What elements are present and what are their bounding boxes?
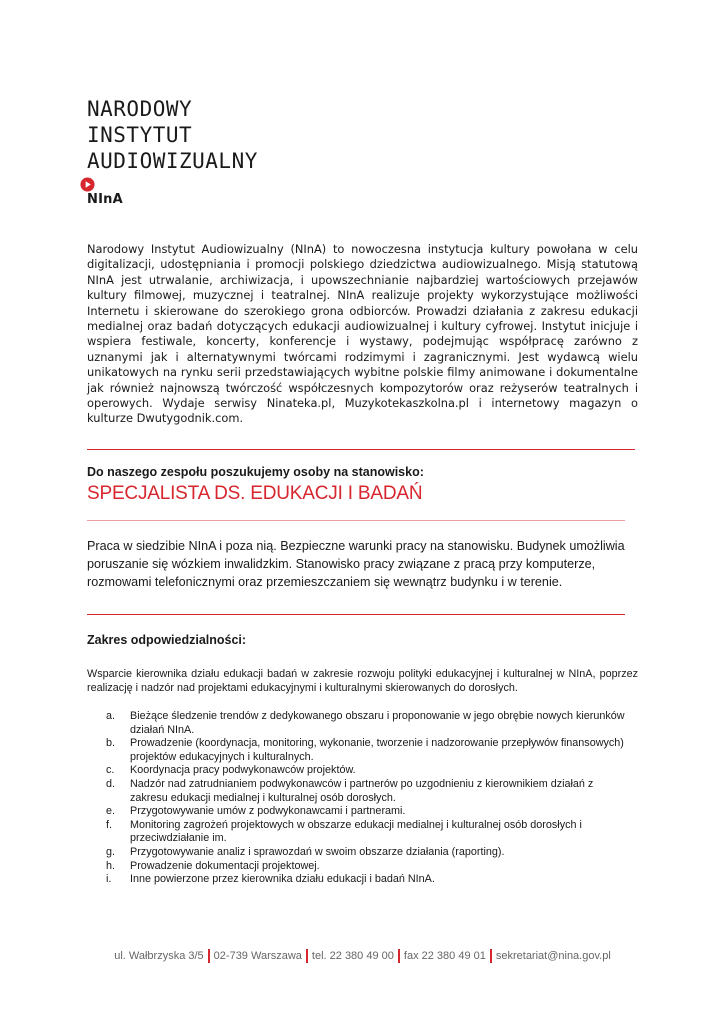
list-text: Inne powierzone przez kierownika działu edukacji i badań NInA. [130,873,435,886]
intro-paragraph: Narodowy Instytut Audiowizualny (NInA) to nowoczesna instytucja kultury powołana w celu digitalizacji, udostępniania i promocji polskiego dziedzictwa audiowizualnego. Misją statutową NInA jest utrwalanie, archiwizacja, i upowszechnianie najbardziej wartościowych przejawów kultury filmowej, muzycznej i teatralnej. NInA realizuje projekty wykorzystujące możliwości Internetu i skierowane do szerokiego grona odbiorców. Prowadzi działania z zakresu edukacji medialnej oraz badań dotyczących edukacji audiowizualnej i kultury cyfrowej. Instytut inicjuje i wspiera festiwale, koncerty, konferencje i wystawy, podejmując współpracę zarówno z uznanymi jak i alternatywnymi twórcami rodzimymi i zagranicznymi. Jest wydawcą wielu unikatowych na rynku serii przedstawiających wybitne polskie filmy animowane i dokumentalne jak również najnowszą twórczość współczesnych kompozytorów oraz reżyserów teatralnych i operowych. Wydaje serwisy Ninateka.pl, Muzykotekaszkolna.pl i internetowy magazyn o kulturze Dwutygodnik.com. [87,242,638,426]
footer-city: 02-739 Warszawa [213,949,302,962]
list-text: Monitoring zagrożeń projektowych w obszarze edukacji medialnej i kulturalnej osób dorosłych i przeciwdziałanie im. [130,818,582,845]
list-letter: e. [106,805,116,818]
list-letter: a. [106,710,116,722]
footer [0,949,725,963]
job-title: SPECJALISTA DS. EDUKACJI I BADAŃ [87,483,423,504]
footer-separator [490,949,492,963]
work-conditions: Praca w siedzibie NInA i poza nią. Bezpieczne warunki pracy na stanowisku. Budynek umożliwia poruszanie się wózkiem inwalidzkim. Stanowisko pracy związane z pracą przy komputerze, rozmowami telefonicznymi oraz przemieszczaniem się wewnątrz budynku i w terenie. [87,539,625,589]
hiring-intro: Do naszego zespołu poszukujemy osoby na stanowisko: [87,465,424,479]
list-letter: h. [106,859,116,872]
list-letter: b. [106,737,116,750]
list-text: Prowadzenie (koordynacja, monitoring, wykonanie, tworzenie i nadzorowanie przepływów finansowych) projektów edukacyjnych i kulturalnych. [130,737,624,763]
list-letter: c. [106,764,115,777]
list-item [106,778,626,805]
list-item [106,737,626,764]
list-item [106,860,626,874]
footer-address: ul. Wałbrzyska 3/5 [114,949,204,962]
list-text: Przygotowywanie analiz i sprawozdań w swoim obszarze działania (raporting). [130,845,505,858]
list-letter: d. [106,777,116,790]
list-item [106,805,626,819]
list-letter: g. [106,845,116,858]
responsibilities-intro: Wsparcie kierownika działu edukacji badań w zakresie rozwoju polityki edukacyjnej i kulturalnej w NInA, poprzez realizację i nadzór nad projektami edukacyjnymi i kulturalnymi skierowanych do dorosłych. [87,668,638,694]
footer-separator [398,949,400,963]
logo-abbr: NInA [87,192,123,207]
responsibilities-list [106,710,626,887]
list-letter: f. [106,818,112,831]
logo-name-line: AUDIOWIZUALNY [87,149,258,173]
footer-separator [208,949,210,963]
list-letter: i. [106,873,112,886]
divider [87,614,625,615]
footer-email: sekretariat@nina.gov.pl [495,949,611,962]
list-text: Prowadzenie dokumentacji projektowej. [130,859,320,872]
list-text: Bieżące śledzenie trendów z dedykowanego obszaru i proponowanie w jego obrębie nowych kierunków działań NInA. [130,710,625,736]
list-item [106,819,626,846]
list-text: Koordynacja pracy podwykonawców projektów. [130,764,356,777]
list-item [106,846,626,860]
divider [87,520,625,521]
list-text: Przygotowywanie umów z podwykonawcami i partnerami. [130,805,406,818]
play-icon [80,177,95,192]
list-item [106,873,626,887]
footer-fax: fax 22 380 49 01 [403,949,486,962]
logo-name-line: NARODOWY [87,97,193,121]
logo [87,96,258,207]
footer-separator [306,949,308,963]
divider [87,449,635,450]
logo-name-line: INSTYTUT [87,123,193,147]
list-item [106,764,626,778]
list-item [106,710,626,737]
responsibilities-heading: Zakres odpowiedzialności: [87,633,247,647]
footer-phone: tel. 22 380 49 00 [311,949,394,962]
list-text: Nadzór nad zatrudnianiem podwykonawców i partnerów po uzgodnieniu z kierownikiem działań z zakresu edukacji medialnej i kulturalnej osób dorosłych. [130,777,594,804]
